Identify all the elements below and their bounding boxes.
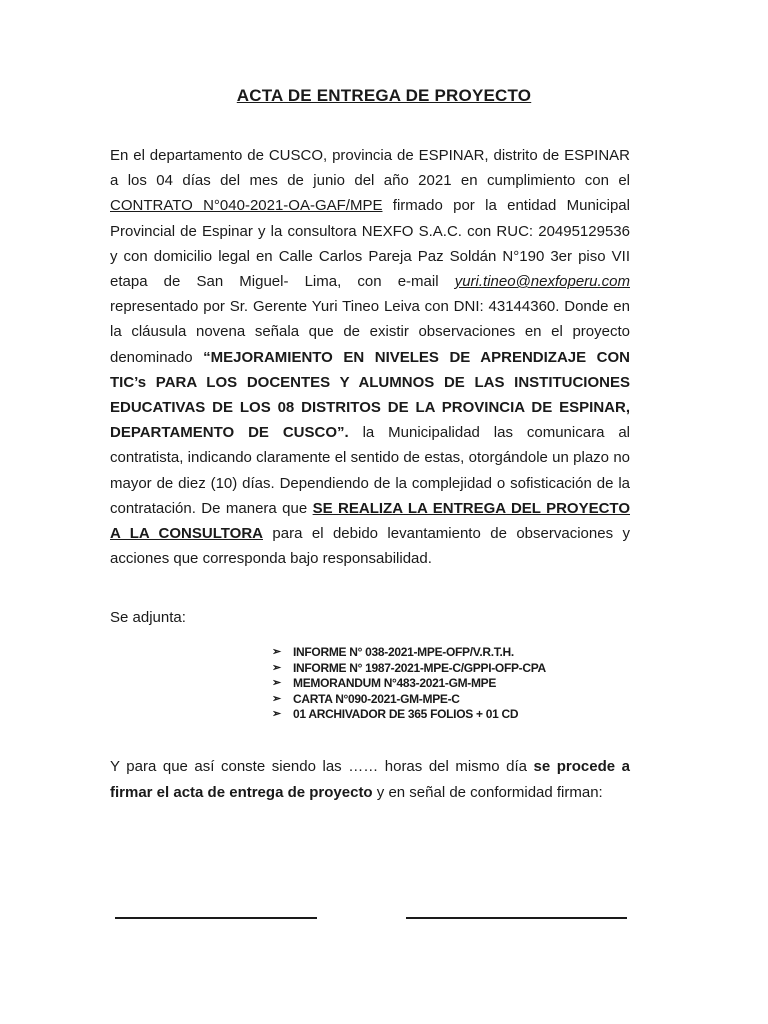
list-item: [272, 676, 546, 692]
attachments-label: Se adjunta:: [110, 609, 186, 626]
attachments-list: [272, 645, 546, 723]
signature-line-left: [115, 917, 317, 919]
delivery-statement: SE REALIZA LA ENTREGA DEL PROYECTO A LA CONSULTORA: [110, 499, 630, 543]
body-intro: En el departamento de CUSCO, provincia de ESPINAR, distrito de ESPINAR a los 04 días del mes de junio del año 2021 en cumplimiento con el: [110, 147, 630, 190]
attachment-text: 01 ARCHIVADOR DE 365 FOLIOS + 01 CD: [293, 707, 519, 722]
attachment-text: INFORME N° 038-2021-MPE-OFP/V.R.T.H.: [293, 645, 514, 659]
attachment-text: MEMORANDUM N°483-2021-GM-MPE: [293, 676, 497, 691]
arrow-bullet-icon: ➢: [272, 692, 281, 705]
document-title: ACTA DE ENTREGA DE PROYECTO: [236, 86, 532, 105]
body-clause: representado por Sr. Gerente Yuri Tineo Leiva con DNI: 43144360. Donde en la cláusula novena señala que de existir observaciones en el proyecto denominado: [110, 298, 630, 366]
arrow-bullet-icon: ➢: [272, 708, 281, 721]
signature-line-right: [406, 917, 627, 919]
list-item: [272, 707, 546, 723]
arrow-bullet-icon: ➢: [272, 646, 281, 658]
list-item: [272, 692, 546, 708]
closing-paragraph: [110, 754, 630, 805]
attachment-text: INFORME N° 1987-2021-MPE-C/GPPI-OFP-CPA: [293, 660, 546, 675]
body-end: para el debido levantamiento de observaciones y acciones que corresponda bajo responsabilidad.: [110, 525, 630, 568]
contract-reference: CONTRATO N°040-2021-OA-GAF/MPE: [110, 197, 383, 215]
body-observations: la Municipalidad las comunicara al contratista, indicando claramente el sentido de estas, otorgándole un plazo no mayor de diez (10) días. Dependiendo de la complejidad o sofisticación de la contratación. De manera que: [110, 424, 630, 517]
body-paragraph: [110, 143, 630, 571]
closing-intro: Y para que así conste siendo las …… horas del mismo día: [110, 758, 534, 775]
document-body: [110, 143, 630, 571]
email-link[interactable]: yuri.tineo@nexfoperu.com: [454, 273, 630, 291]
list-item: [272, 645, 546, 661]
body-entity: firmado por la entidad Municipal Provincial de Espinar y la consultora NEXFO S.A.C. con RUC: 20495129536 y con domicilio legal en Calle Carlos Pareja Paz Soldán N°190 3er piso VII etapa de San Miguel- Lima, con e-mail: [110, 197, 630, 291]
list-item: [272, 661, 546, 677]
attachment-text: CARTA N°090-2021-GM-MPE-C: [293, 691, 460, 706]
arrow-bullet-icon: ➢: [272, 661, 281, 674]
closing-end: y en señal de conformidad firman:: [372, 783, 603, 801]
arrow-bullet-icon: ➢: [272, 677, 281, 690]
project-name: “MEJORAMIENTO EN NIVELES DE APRENDIZAJE CON TIC’s PARA LOS DOCENTES Y ALUMNOS DE LAS INSTITUCIONES EDUCATIVAS DE LOS 08 DISTRITOS DE LA PROVINCIA DE ESPINAR, DEPARTAMENTO DE CUSCO”.: [110, 348, 630, 442]
closing-bold: se procede a firmar el acta de entrega de proyecto: [110, 758, 630, 801]
